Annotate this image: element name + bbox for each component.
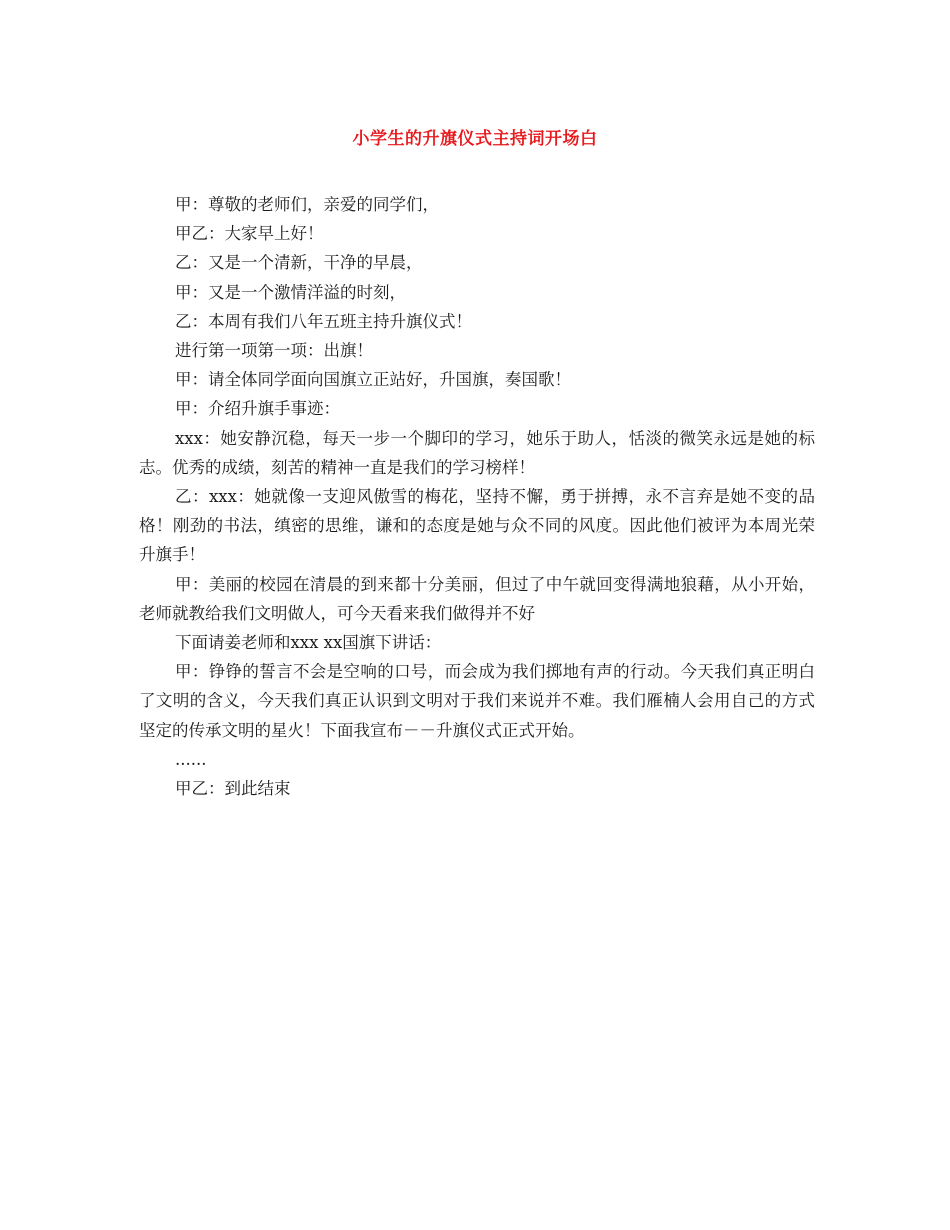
paragraph: 甲乙：到此结束: [175, 779, 291, 799]
paragraph: 甲：介绍升旗手事迹：: [175, 399, 340, 419]
paragraph: 乙：又是一个清新，干净的早晨，: [175, 253, 423, 273]
paragraph: 甲：又是一个激情洋溢的时刻，: [175, 282, 406, 302]
paragraph: 甲：尊敬的老师们，亲爱的同学们，: [175, 195, 439, 214]
paragraph: 下面请姜老师和xxx xx国旗下讲话：: [175, 633, 442, 653]
paragraph: ......: [175, 749, 207, 769]
document-body: [139, 190, 815, 803]
paragraph: 甲乙：大家早上好！: [175, 224, 324, 244]
paragraph: xxx：她安静沉稳，每天一步一个脚印的学习，她乐于助人，恬淡的微笑永远是她的标志。优秀的成绩，刻苦的精神一直是我们的学习榜样！: [139, 428, 815, 477]
paragraph: 乙：xxx：她就像一支迎风傲雪的梅花，坚持不懈，勇于拼搏，永不言弃是她不变的品格！刚劲的书法，缜密的思维，谦和的态度是她与众不同的风度。因此他们被评为本周光荣升旗手！: [139, 487, 815, 565]
document-title: 小学生的升旗仪式主持词开场白: [352, 129, 598, 149]
paragraph: 甲：铮铮的誓言不会是空响的口号，而会成为我们掷地有声的行动。今天我们真正明白了文明的含义，今天我们真正认识到文明对于我们来说并不难。我们雁楠人会用自己的方式坚定的传承文明的星火！下面我宣布－－升旗仪式正式开始。: [139, 662, 815, 740]
paragraph: 甲：请全体同学面向国旗立正站好，升国旗，奏国歌！: [175, 370, 571, 390]
paragraph: 乙：本周有我们八年五班主持升旗仪式！: [175, 311, 472, 331]
paragraph: 甲：美丽的校园在清晨的到来都十分美丽，但过了中午就回变得满地狼藉，从小开始，老师就教给我们文明做人，可今天看来我们做得并不好: [139, 574, 815, 623]
paragraph: 进行第一项第一项：出旗！: [175, 341, 373, 361]
